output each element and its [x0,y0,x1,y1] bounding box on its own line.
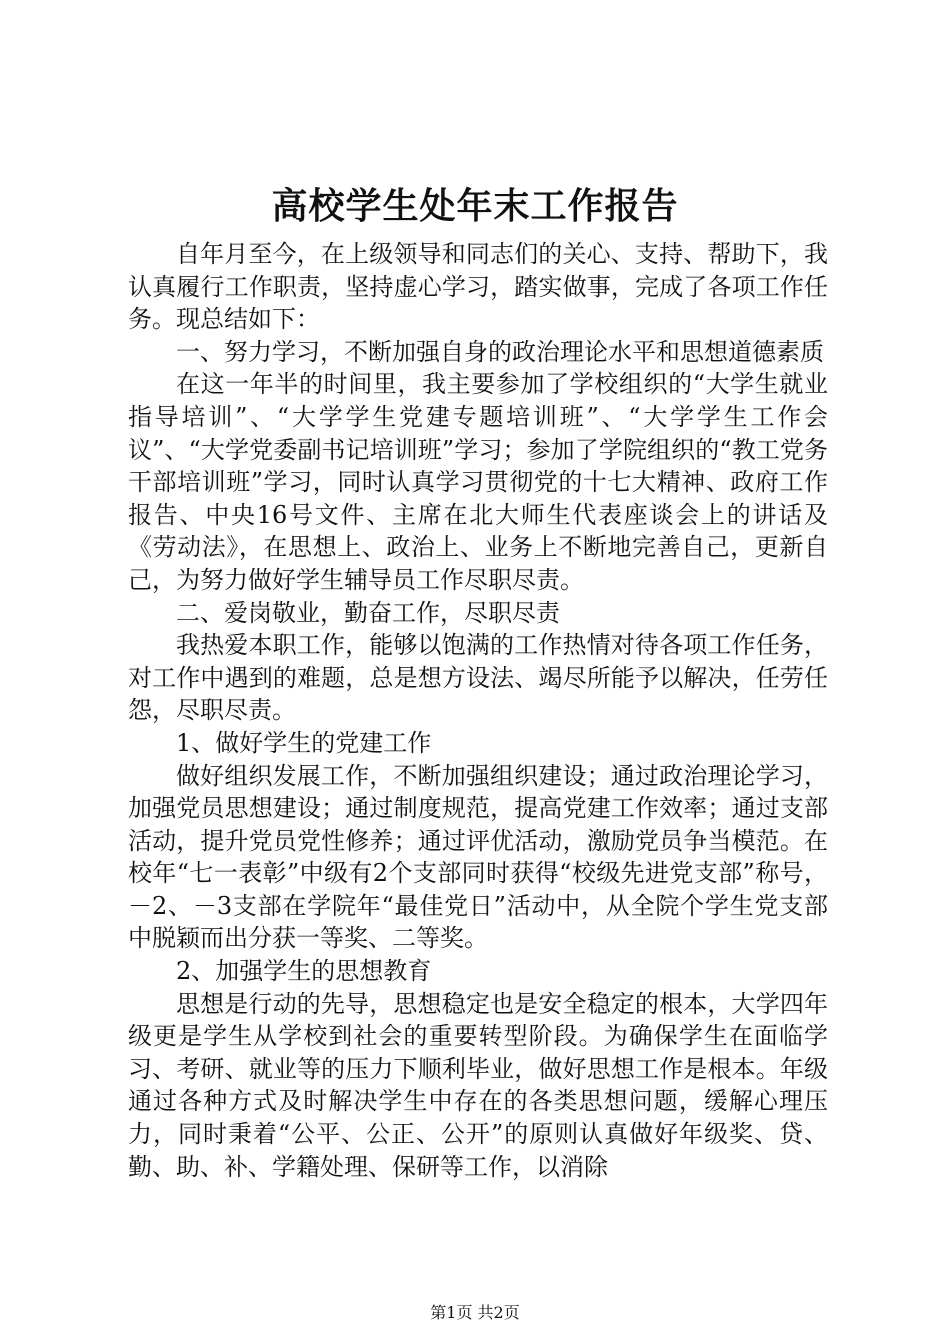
section-heading: 二、爱岗敬业，勤奋工作，尽职尽责 [176,598,560,627]
section-heading: 一、努力学习，不断加强自身的政治理论水平和思想道德素质 [176,337,824,366]
document-title: 高校学生处年末工作报告 [271,185,679,227]
subsection-heading: 2、加强学生的思想教育 [176,957,432,986]
paragraph: 我热爱本职工作，能够以饱满的工作热情对待各项工作任务，对工作中遇到的难题，总是想方设法、竭尽所能予以解决，任劳任怨，尽职尽责。 [128,631,828,725]
subsection-heading: 1、做好学生的党建工作 [176,728,432,757]
paragraph: 自年月至今，在上级领导和同志们的关心、支持、帮助下，我认真履行工作职责，坚持虚心学习，踏实做事，完成了各项工作任务。现总结如下： [128,240,828,334]
paragraph: 思想是行动的先导，思想稳定也是安全稳定的根本，大学四年级更是学生从学校到社会的重要转型阶段。为确保学生在面临学习、考研、就业等的压力下顺利毕业，做好思想工作是根本。年级通过各种方式及时解决学生中存在的各类思想问题，缓解心理压力，同时秉着“公平、公正、公开”的原则认真做好年级奖、贷、勤、助、补、学籍处理、保研等工作，以消除 [128,989,828,1181]
page-footer: 第1页 共2页 [430,1303,520,1322]
document-body [128,238,828,1183]
paragraph: 做好组织发展工作，不断加强组织建设；通过政治理论学习，加强党员思想建设；通过制度规范，提高党建工作效率；通过支部活动，提升党员党性修养；通过评优活动，激励党员争当模范。在校年“七一表彰”中级有2个支部同时获得“校级先进党支部”称号，－2、－3支部在学院年“最佳党日”活动中，从全院个学生党支部中脱颖而出分获一等奖、二等奖。 [128,761,828,953]
paragraph: 在这一年半的时间里，我主要参加了学校组织的“大学生就业指导培训”、“大学学生党建专题培训班”、“大学学生工作会议”、“大学党委副书记培训班”学习；参加了学院组织的“教工党务干部培训班”学习，同时认真学习贯彻党的十七大精神、政府工作报告、中央16号文件、主席在北大师生代表座谈会上的讲话及《劳动法》，在思想上、政治上、业务上不断地完善自己，更新自己，为努力做好学生辅导员工作尽职尽责。 [128,370,828,594]
